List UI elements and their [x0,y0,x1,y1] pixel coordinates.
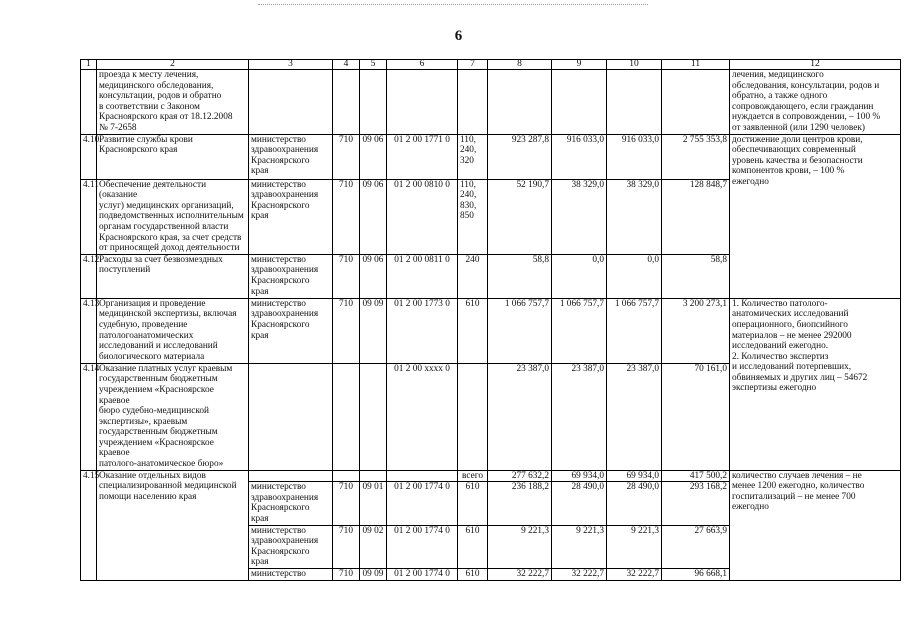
cell-vr: 610 [458,569,488,581]
cell-index: 4.13 [81,298,97,363]
header-cell-7: 7 [458,60,488,70]
cell-measure-name: Оказание отдельных видов специализированной медицинской помощи населению края [97,470,249,580]
header-row [81,60,901,70]
cell-total: 96 668,1 [662,569,730,581]
cell-vr: 110, 240, 830, 850 [458,179,488,254]
cell-vr [458,363,488,470]
cell-index [81,70,97,135]
cell-year1: 236 188,2 [488,482,552,525]
program-measures-table [80,59,901,581]
cell-year3: 69 934,0 [607,470,662,482]
cell-administrator: министерство здравоохранения Красноярского края [249,298,333,363]
top-rule [258,4,648,5]
cell-csr: 01 2 00 1773 0 [387,298,458,363]
cell-year1: 58,8 [488,254,552,298]
cell-grbs: 710 [333,569,360,581]
cell-vr: 610 [458,525,488,568]
cell-year2: 9 221,3 [552,525,607,568]
cell-rzpr [360,363,387,470]
cell-measure-name: Обеспечение деятельности (оказание услуг) медицинских организаций, подведомственных исполнительным органам государственной власти Красноярского края, за счет средств от приносящей доход деятельности [97,179,249,254]
cell-rzpr: 09 01 [360,482,387,525]
cell-vr: всего [458,470,488,482]
table-row [81,70,901,135]
cell-csr: 01 2 00 1774 0 [387,525,458,568]
cell-rzpr: 09 09 [360,298,387,363]
cell-grbs: 710 [333,254,360,298]
cell-expected-result: 1. Количество патолого- анатомических исследований операционного, биопсийного материалов – не менее 292000 исследований ежегодно. 2. Количество экспертиз и исследований потерпевших, обвиняемых и других лиц – 54672 экспертизы ежегодно [730,298,901,470]
cell-csr [387,70,458,135]
cell-year2 [552,70,607,135]
cell-measure-name: Оказание платных услуг краевым государственным бюджетным учреждением «Красноярское краевое бюро судебно-медицинской экспертизы», краевым государственным бюджетным учреждением «Красноярское краевое патолого-анатомическое бюро» [97,363,249,470]
cell-year3: 32 222,7 [607,569,662,581]
cell-total: 417 500,2 [662,470,730,482]
cell-year1: 23 387,0 [488,363,552,470]
header-cell-2: 2 [97,60,249,70]
cell-total: 128 848,7 [662,179,730,254]
cell-grbs: 710 [333,525,360,568]
cell-year3: 0,0 [607,254,662,298]
cell-year1: 923 287,8 [488,134,552,179]
cell-csr: 01 2 00 1774 0 [387,569,458,581]
cell-index: 4.11 [81,179,97,254]
cell-measure-name: проезда к месту лечения, медицинского обследования, консультации, родов и обратно в соответствии с Законом Красноярского края от 18.12.2008 № 7-2658 [97,70,249,135]
cell-total: 3 200 273,1 [662,298,730,363]
cell-csr: 01 2 00 0810 0 [387,179,458,254]
cell-year2: 1 066 757,7 [552,298,607,363]
cell-year2: 23 387,0 [552,363,607,470]
cell-measure-name: Организация и проведение медицинской экспертизы, включая судебную, проведение патологоанатомических исследований и исследований биологического материала [97,298,249,363]
cell-year1 [488,70,552,135]
cell-year3: 23 387,0 [607,363,662,470]
cell-year2: 69 934,0 [552,470,607,482]
cell-year2: 916 033,0 [552,134,607,179]
cell-year2: 0,0 [552,254,607,298]
cell-index: 4.15 [81,470,97,580]
header-cell-10: 10 [607,60,662,70]
cell-year3: 28 490,0 [607,482,662,525]
cell-year1: 1 066 757,7 [488,298,552,363]
cell-rzpr: 09 06 [360,254,387,298]
cell-total: 70 161,0 [662,363,730,470]
cell-year3 [607,70,662,135]
cell-grbs [333,363,360,470]
cell-year3: 38 329,0 [607,179,662,254]
cell-csr [387,470,458,482]
cell-grbs: 710 [333,179,360,254]
cell-administrator [249,363,333,470]
cell-vr: 110, 240, 320 [458,134,488,179]
header-cell-6: 6 [387,60,458,70]
cell-index: 4.14 [81,363,97,470]
header-cell-9: 9 [552,60,607,70]
cell-vr: 610 [458,298,488,363]
cell-expected-result: достижение доли центров крови, обеспечивающих современный уровень качества и безопасности компонентов крови, – 100 % ежегодно [730,134,901,298]
cell-year1: 277 632,2 [488,470,552,482]
cell-administrator [249,470,333,482]
cell-year3: 916 033,0 [607,134,662,179]
header-cell-5: 5 [360,60,387,70]
page-number: 6 [454,28,463,44]
cell-rzpr [360,470,387,482]
cell-total: 58,8 [662,254,730,298]
table-row [81,470,901,482]
cell-csr: 01 2 00 хххх 0 [387,363,458,470]
cell-grbs [333,470,360,482]
cell-year2: 32 222,7 [552,569,607,581]
cell-index: 4.12 [81,254,97,298]
cell-vr: 240 [458,254,488,298]
cell-rzpr: 09 09 [360,569,387,581]
cell-year2: 38 329,0 [552,179,607,254]
cell-expected-result: количество случаев лечения – не менее 1200 ежегодно, количество госпитализаций – не менее 700 ежегодно [730,470,901,580]
cell-administrator: министерство здравоохранения Красноярского края [249,525,333,568]
cell-total [662,70,730,135]
header-cell-11: 11 [662,60,730,70]
cell-measure-name: Расходы за счет безвозмездных поступлений [97,254,249,298]
cell-csr: 01 2 00 0811 0 [387,254,458,298]
cell-expected-result: лечения, медицинского обследования, консультации, родов и обратно, а также одного сопровождающего, если гражданин нуждается в сопровождении, – 100 % от заявленной (или 1290 человек) [730,70,901,135]
cell-year1: 9 221,3 [488,525,552,568]
cell-rzpr: 09 06 [360,134,387,179]
cell-csr: 01 2 00 1771 0 [387,134,458,179]
cell-csr: 01 2 00 1774 0 [387,482,458,525]
cell-year3: 1 066 757,7 [607,298,662,363]
cell-measure-name: Развитие службы крови Красноярского края [97,134,249,179]
cell-total: 293 168,2 [662,482,730,525]
cell-grbs: 710 [333,298,360,363]
header-cell-4: 4 [333,60,360,70]
cell-administrator: министерство [249,569,333,581]
cell-rzpr: 09 06 [360,179,387,254]
cell-administrator: министерство здравоохранения Красноярского края [249,482,333,525]
cell-administrator: министерство здравоохранения Красноярского края [249,254,333,298]
header-cell-8: 8 [488,60,552,70]
cell-vr [458,70,488,135]
cell-total: 2 755 353,8 [662,134,730,179]
cell-total: 27 663,9 [662,525,730,568]
cell-rzpr: 09 02 [360,525,387,568]
header-cell-3: 3 [249,60,333,70]
header-cell-1: 1 [81,60,97,70]
cell-index: 4.10 [81,134,97,179]
table-row [81,298,901,363]
cell-administrator: министерство здравоохранения Красноярского края [249,179,333,254]
cell-vr: 610 [458,482,488,525]
cell-grbs [333,70,360,135]
cell-rzpr [360,70,387,135]
cell-year3: 9 221,3 [607,525,662,568]
table-row [81,134,901,179]
cell-administrator: министерство здравоохранения Красноярского края [249,134,333,179]
cell-grbs: 710 [333,482,360,525]
cell-grbs: 710 [333,134,360,179]
cell-year1: 52 190,7 [488,179,552,254]
cell-administrator [249,70,333,135]
header-cell-12: 12 [730,60,901,70]
cell-year2: 28 490,0 [552,482,607,525]
cell-year1: 32 222,7 [488,569,552,581]
